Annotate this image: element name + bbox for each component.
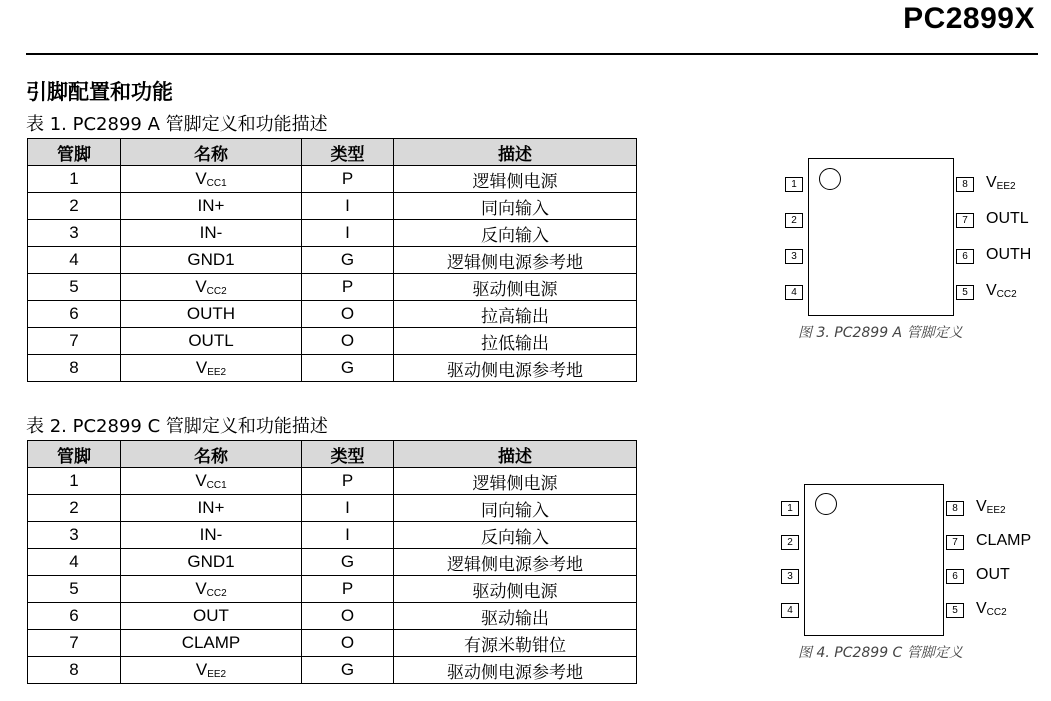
cell-type: G xyxy=(302,247,394,274)
table-row xyxy=(28,603,637,630)
pin-label-text: V xyxy=(986,174,997,191)
pin-name: IN+ xyxy=(197,498,225,517)
pin-name: V xyxy=(195,277,207,296)
pin-label xyxy=(976,566,1010,584)
header-pin: 管脚 xyxy=(28,441,121,468)
cell-type: G xyxy=(302,355,394,382)
pin-name: GND1 xyxy=(187,552,235,571)
pin-name-subscript: CC1 xyxy=(206,480,227,491)
pin-label-text: OUTL xyxy=(986,210,1029,227)
cell-type: O xyxy=(302,630,394,657)
figure3-caption: 图 3. PC2899 A 管脚定义 xyxy=(798,325,963,341)
cell-type: G xyxy=(302,549,394,576)
pin-label xyxy=(976,532,1031,550)
pin-label xyxy=(976,600,1007,618)
header-name: 名称 xyxy=(121,139,302,166)
table2-caption: 表 2. PC2899 C 管脚定义和功能描述 xyxy=(26,416,328,437)
cell-name xyxy=(121,603,302,630)
table-row xyxy=(28,576,637,603)
cell-desc: 拉低输出 xyxy=(394,328,637,355)
pin-label-text: V xyxy=(976,600,987,617)
header-type: 类型 xyxy=(302,441,394,468)
cell-desc: 逻辑侧电源参考地 xyxy=(394,549,637,576)
cell-pin: 2 xyxy=(28,495,121,522)
cell-desc: 驱动输出 xyxy=(394,603,637,630)
pin-name: IN- xyxy=(199,223,223,242)
cell-pin: 6 xyxy=(28,301,121,328)
pin-table-c xyxy=(27,440,637,684)
cell-pin: 4 xyxy=(28,247,121,274)
pin-number-box: 6 xyxy=(946,569,964,584)
pin1-marker xyxy=(819,168,841,190)
pin-label xyxy=(986,282,1017,300)
cell-name xyxy=(121,274,302,301)
cell-name xyxy=(121,355,302,382)
cell-name xyxy=(121,247,302,274)
cell-pin: 8 xyxy=(28,355,121,382)
cell-type: P xyxy=(302,468,394,495)
cell-name xyxy=(121,166,302,193)
cell-type: P xyxy=(302,166,394,193)
header-name: 名称 xyxy=(121,441,302,468)
pin-number-box: 5 xyxy=(946,603,964,618)
pin-label-text: V xyxy=(986,282,997,299)
cell-desc: 拉高输出 xyxy=(394,301,637,328)
cell-type: I xyxy=(302,220,394,247)
table-row xyxy=(28,522,637,549)
cell-desc: 驱动侧电源 xyxy=(394,576,637,603)
cell-pin: 2 xyxy=(28,193,121,220)
cell-desc: 逻辑侧电源 xyxy=(394,166,637,193)
cell-desc: 有源米勒钳位 xyxy=(394,630,637,657)
pin-number-box: 1 xyxy=(785,177,803,192)
cell-name xyxy=(121,328,302,355)
pin-name: V xyxy=(195,471,207,490)
cell-desc: 同向输入 xyxy=(394,495,637,522)
cell-desc: 驱动侧电源参考地 xyxy=(394,355,637,382)
cell-name xyxy=(121,522,302,549)
table-row xyxy=(28,468,637,495)
cell-pin: 6 xyxy=(28,603,121,630)
pin-name: CLAMP xyxy=(181,633,241,652)
pin-name-subscript: EE2 xyxy=(207,367,227,378)
cell-pin: 5 xyxy=(28,576,121,603)
cell-name xyxy=(121,576,302,603)
header-divider xyxy=(26,53,1038,55)
cell-desc: 同向输入 xyxy=(394,193,637,220)
pin-name: OUTH xyxy=(186,304,236,323)
cell-type: P xyxy=(302,274,394,301)
cell-pin: 7 xyxy=(28,328,121,355)
cell-desc: 逻辑侧电源参考地 xyxy=(394,247,637,274)
pin-name-subscript: CC2 xyxy=(206,588,227,599)
pin-label xyxy=(986,210,1029,228)
pin-number-box: 8 xyxy=(946,501,964,516)
pin-name: OUT xyxy=(193,606,229,625)
cell-desc: 反向输入 xyxy=(394,522,637,549)
cell-name xyxy=(121,495,302,522)
pin-number-box: 8 xyxy=(956,177,974,192)
cell-type: O xyxy=(302,328,394,355)
pin-name: V xyxy=(195,579,207,598)
pin-name: V xyxy=(195,169,207,188)
pin-number-box: 1 xyxy=(781,501,799,516)
pin-number-box: 6 xyxy=(956,249,974,264)
pin-number-box: 7 xyxy=(956,213,974,228)
table-row xyxy=(28,630,637,657)
section-title: 引脚配置和功能 xyxy=(26,80,173,104)
cell-pin: 3 xyxy=(28,220,121,247)
cell-name xyxy=(121,193,302,220)
cell-pin: 7 xyxy=(28,630,121,657)
table-row xyxy=(28,166,637,193)
table-row xyxy=(28,355,637,382)
table-row xyxy=(28,495,637,522)
cell-pin: 1 xyxy=(28,166,121,193)
pin-label-subscript: CC2 xyxy=(986,607,1007,618)
cell-pin: 5 xyxy=(28,274,121,301)
pin-number-box: 7 xyxy=(946,535,964,550)
pin-label-text: OUTH xyxy=(986,246,1032,263)
header-pin: 管脚 xyxy=(28,139,121,166)
cell-type: G xyxy=(302,657,394,684)
cell-pin: 8 xyxy=(28,657,121,684)
table-header-row xyxy=(28,441,637,468)
cell-type: O xyxy=(302,603,394,630)
pin-name-subscript: EE2 xyxy=(207,669,227,680)
pin-label-text: OUT xyxy=(976,566,1010,583)
cell-name xyxy=(121,220,302,247)
pin-label xyxy=(986,174,1016,192)
cell-type: I xyxy=(302,522,394,549)
pin-table-a xyxy=(27,138,637,382)
pin-name: OUTL xyxy=(188,331,234,350)
cell-pin: 4 xyxy=(28,549,121,576)
pin-number-box: 4 xyxy=(785,285,803,300)
pin-name-subscript: CC1 xyxy=(206,178,227,189)
pin-label-text: V xyxy=(976,498,987,515)
header-type: 类型 xyxy=(302,139,394,166)
cell-desc: 驱动侧电源 xyxy=(394,274,637,301)
pin-number-box: 3 xyxy=(781,569,799,584)
table1-caption: 表 1. PC2899 A 管脚定义和功能描述 xyxy=(26,114,328,135)
pin-label-text: CLAMP xyxy=(976,532,1032,549)
cell-name xyxy=(121,630,302,657)
pin-number-box: 3 xyxy=(785,249,803,264)
header-desc: 描述 xyxy=(394,139,637,166)
cell-name xyxy=(121,468,302,495)
table-row xyxy=(28,657,637,684)
pin-number-box: 2 xyxy=(785,213,803,228)
table-row xyxy=(28,193,637,220)
cell-type: P xyxy=(302,576,394,603)
pin-label-subscript: EE2 xyxy=(996,181,1016,192)
table-row xyxy=(28,549,637,576)
cell-type: O xyxy=(302,301,394,328)
pin-label xyxy=(976,498,1006,516)
pin-number-box: 2 xyxy=(781,535,799,550)
table-row xyxy=(28,301,637,328)
pin-name: V xyxy=(195,358,208,377)
table-header-row xyxy=(28,139,637,166)
table-row xyxy=(28,328,637,355)
cell-desc: 反向输入 xyxy=(394,220,637,247)
header-desc: 描述 xyxy=(394,441,637,468)
figure4-caption: 图 4. PC2899 C 管脚定义 xyxy=(798,645,963,661)
pin-name: IN- xyxy=(199,525,223,544)
cell-type: I xyxy=(302,495,394,522)
cell-name xyxy=(121,549,302,576)
pin-name: GND1 xyxy=(187,250,235,269)
pin-label-subscript: CC2 xyxy=(996,289,1017,300)
table-row xyxy=(28,220,637,247)
pin-number-box: 5 xyxy=(956,285,974,300)
pin-number-box: 4 xyxy=(781,603,799,618)
pin-label-subscript: EE2 xyxy=(986,505,1006,516)
pin-name: IN+ xyxy=(197,196,225,215)
cell-pin: 3 xyxy=(28,522,121,549)
cell-desc: 驱动侧电源参考地 xyxy=(394,657,637,684)
pin-name-subscript: CC2 xyxy=(206,286,227,297)
cell-type: I xyxy=(302,193,394,220)
cell-name xyxy=(121,301,302,328)
pin-label xyxy=(986,246,1031,264)
pin-name: V xyxy=(195,660,208,679)
table-row xyxy=(28,247,637,274)
document-title: PC2899X xyxy=(903,2,1035,35)
table-row xyxy=(28,274,637,301)
cell-desc: 逻辑侧电源 xyxy=(394,468,637,495)
cell-name xyxy=(121,657,302,684)
pin1-marker xyxy=(815,493,837,515)
cell-pin: 1 xyxy=(28,468,121,495)
